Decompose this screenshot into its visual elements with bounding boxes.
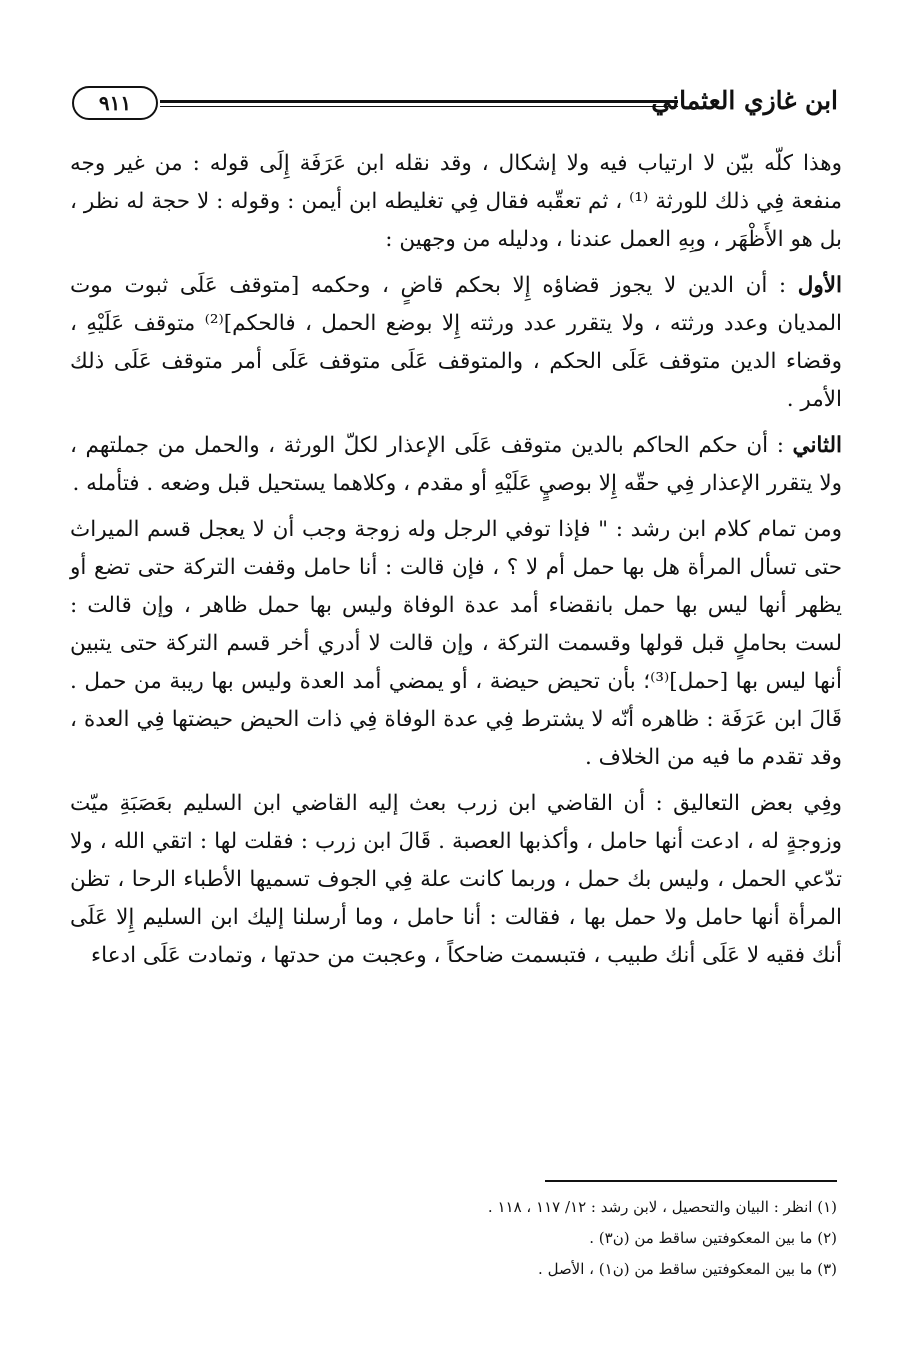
- paragraph-text: وهذا كلّه بيّن لا ارتياب فيه ولا إشكال ، وقد نقله ابن عَرَفَة إِلَى قوله : من غير وجه منفعة فِي ذلك للورثة ⁽¹⁾ ، ثم تعقّبه فقال فِي تغليطه ابن أيمن : وقوله : لا حجة له نظر ، بل هو الأَظْهَر ، وبِهِ العمل عندنا ، ودليله من وجهين :: [70, 151, 843, 252]
- paragraph-3: [70, 427, 842, 503]
- paragraph-1: [70, 145, 842, 259]
- paragraph-4: [70, 511, 842, 777]
- paragraph-text: : أن حكم الحاكم بالدين متوقف عَلَى الإعذار لكلّ الورثة ، والحمل من جملتهم ، ولا يتقرر الإعذار فِي حقّه إِلا بوصيٍ عَلَيْهِ أو مقدم ، وكلاهما يستحيل قبل وضعه . فتأمله .: [70, 433, 842, 496]
- paragraph-5: [70, 785, 842, 975]
- footnote-1: (١) انظر : البيان والتحصيل ، لابن رشد : ١٢/ ١١٧ ، ١١٨ .: [487, 1198, 837, 1216]
- footnotes: [277, 1192, 837, 1285]
- paragraph-text: ومن تمام كلام ابن رشد : " فإذا توفي الرجل وله زوجة وجب أن لا يعجل قسم الميراث حتى تسأل المرأة هل بها حمل أم لا ؟ ، فإن قالت : أنا حامل وقفت التركة حتى تضع أو يظهر أنها ليس بها حمل بانقضاء أمد عدة الوفاة وليس بها حمل ظاهر ، وإن قالت : لست بحاملٍ قبل قولها وقسمت التركة ، وإن قالت لا أدري أخر قسم التركة حتى يتبين أنها ليس بها [حمل]⁽³⁾؛ بأن تحيض حيضة ، أو يمضي أمد العدة وليس بها ريبة من حمل . قَالَ ابن عَرَفَة : ظاهره أنّه لا يشترط فِي عدة الوفاة فِي ذات الحيض حيضتها فِي العدة ، وقد تقدم ما فيه من الخلاف .: [70, 517, 842, 770]
- footnote-rule: [545, 1180, 837, 1182]
- header-rule-thin: [160, 106, 678, 107]
- paragraph-text: : أن الدين لا يجوز قضاؤه إِلا بحكم قاضٍ ، وحكمه [متوقف عَلَى ثبوت موت المديان وعدد ورثته ، ولا يتقرر عدد ورثته إِلا بوضع الحمل ، فالحكم]⁽²⁾ متوقف عَلَيْهِ ، وقضاء الدين متوقف عَلَى الحكم ، والمتوقف عَلَى متوقف عَلَى أمر متوقف عَلَى ذلك الأمر .: [70, 273, 842, 412]
- paragraph-lead: الأول: [797, 273, 842, 298]
- paragraph-2: [70, 267, 842, 419]
- main-text: [70, 145, 842, 975]
- footnote-3: (٣) ما بين المعكوفتين ساقط من (ن١) ، الأصل .: [538, 1260, 837, 1278]
- running-header: [60, 82, 838, 126]
- header-rule: [160, 100, 678, 103]
- paragraph-text: وفِي بعض التعاليق : أن القاضي ابن زرب بعث إليه القاضي ابن السليم بعَصَبَةِ ميّت وزوجةٍ له ، ادعت أنها حامل ، وأكذبها العصبة . قَالَ ابن زرب : فقلت لها : اتقي الله ، ولا تدّعي الحمل ، وليس بك حمل ، وربما كانت علة فِي الجوف تسميها الأطباء الرحا ، تظن المرأة أنها حامل ولا حمل بها ، فقالت : أنا حامل ، وما أرسلنا إليك ابن السليم إِلا عَلَى أنك فقيه لا عَلَى أنك طبيب ، فتبسمت ضاحكاً ، وعجبت من حدتها ، وتمادت عَلَى ادعاء: [70, 791, 842, 968]
- page-number: ٩١١: [72, 86, 158, 120]
- header-title: ابن غازي العثماني: [651, 86, 838, 115]
- footnote-2: (٢) ما بين المعكوفتين ساقط من (ن٣) .: [589, 1229, 837, 1247]
- paragraph-lead: الثاني: [792, 433, 842, 458]
